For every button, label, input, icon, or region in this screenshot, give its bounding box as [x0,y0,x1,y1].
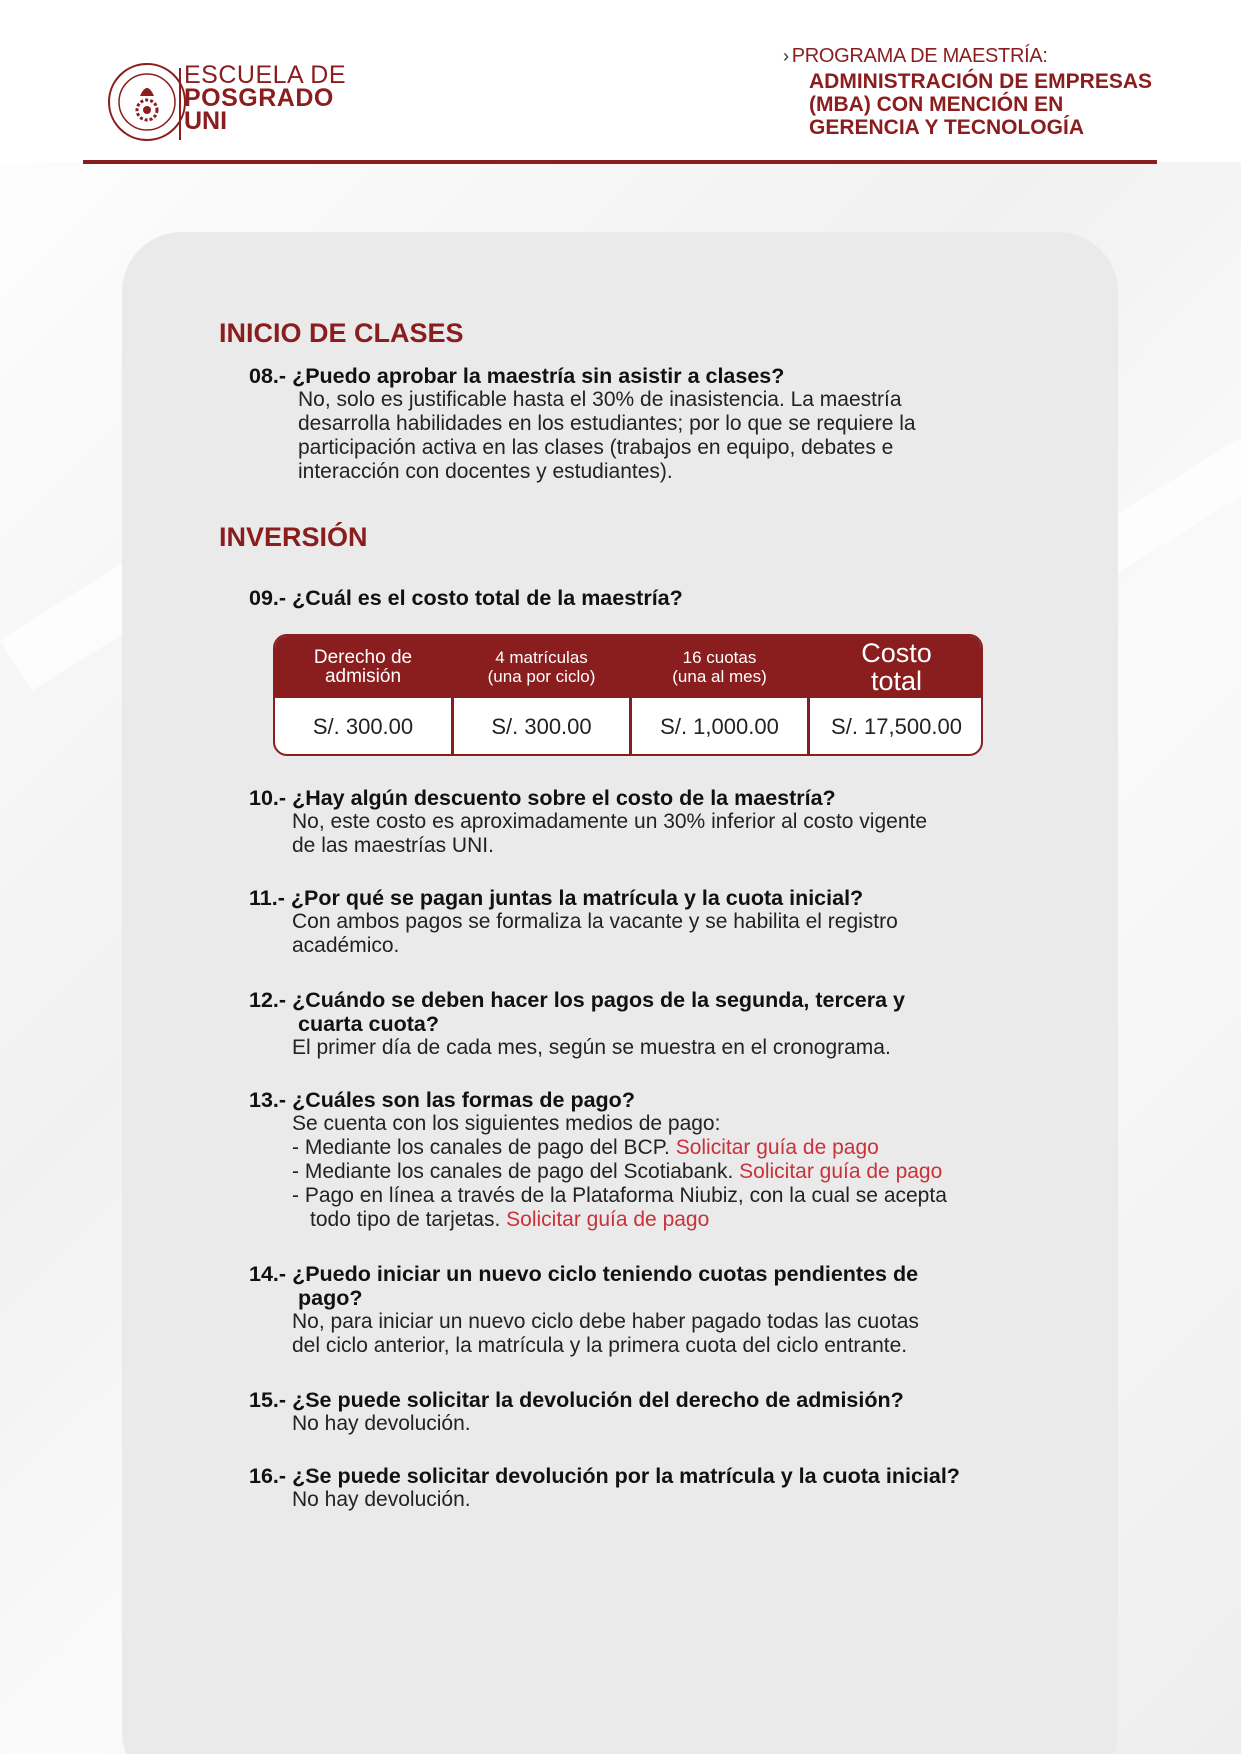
header-line: 16 cuotas [682,648,757,667]
page-header [0,0,1241,162]
answer-line: No, este costo es aproximadamente un 30% inferior al costo vigente [292,810,928,833]
header-line: total [870,666,923,696]
question-13 [249,1088,1099,1232]
table-header-cell [810,636,983,698]
question-number: 12.- [249,988,287,1012]
question-09 [249,586,1099,610]
question-label: ¿Se puede solicitar devolución por la matrícula y la cuota inicial? [292,1464,960,1488]
question-16 [249,1464,1099,1512]
question-number: 09.- [249,586,287,610]
payment-guide-link-bcp[interactable]: Solicitar guía de pago [675,1136,879,1159]
question-number: 11.- [249,886,285,910]
question-number: 15.- [249,1388,287,1412]
header-rule [83,160,1157,164]
program-title [809,70,1183,139]
cost-table [273,634,983,756]
header-line: (una por ciclo) [487,667,596,686]
answer-line: de las maestrías UNI. [292,834,494,857]
answer-text [292,1112,1099,1232]
table-header-cell [632,636,807,698]
question-label: ¿Cuál es el costo total de la maestría? [292,586,683,610]
program-info [783,45,1183,139]
table-header-cell [275,636,451,698]
question-label: ¿Por qué se pagan juntas la matrícula y la cuota inicial? [290,886,864,910]
question-label: ¿Cuándo se deben hacer los pagos de la segunda, tercera y [292,988,906,1012]
question-text [249,1088,1099,1112]
chevron-right-icon: › [783,46,789,66]
question-12 [249,988,1099,1060]
answer-text [292,1488,1099,1512]
question-15 [249,1388,1099,1436]
question-label: ¿Cuáles son las formas de pago? [292,1088,635,1112]
logo-line-3: UNI [184,107,228,135]
program-title-line: GERENCIA Y TECNOLOGÍA [809,116,1084,139]
payment-item-scotiabank [292,1160,1099,1184]
table-header-cell [454,636,629,698]
payment-item-bcp [292,1136,1099,1160]
answer-line: No, para iniciar un nuevo ciclo debe haber pagado todas las cuotas [292,1310,919,1333]
question-label-cont: cuarta cuota? [298,1012,439,1036]
question-text [249,786,1099,810]
logo-divider [179,68,181,140]
header-line: Derecho de [313,647,413,668]
table-value-cell: S/. 17,500.00 [831,714,962,739]
payment-guide-link-niubiz[interactable]: Solicitar guía de pago [506,1208,710,1231]
header-line: admisión [324,666,402,687]
question-text [249,988,1099,1012]
question-label-cont: pago? [298,1286,363,1310]
question-10 [249,786,1099,858]
question-label: ¿Se puede solicitar la devolución del derecho de admisión? [292,1388,904,1412]
answer-text [292,910,1099,958]
answer-text [292,1310,1099,1358]
table-value-cell: S/. 300.00 [312,714,414,739]
question-label: ¿Puedo aprobar la maestría sin asistir a clases? [292,364,785,388]
program-title-line: (MBA) CON MENCIÓN EN [809,93,1064,116]
answer-line: No, solo es justificable hasta el 30% de inasistencia. La maestría [298,388,902,411]
payment-item-niubiz [292,1184,1099,1208]
payment-guide-link-scotiabank[interactable]: Solicitar guía de pago [739,1160,943,1183]
section-title-inversion: INVERSIÓN [219,522,368,552]
answer-line: desarrolla habilidades en los estudiantes; por lo que se requiere la [298,412,916,435]
answer-line: académico. [292,934,400,957]
answer-line: participación activa en las clases (trabajos en equipo, debates e [298,436,894,459]
program-title-line: ADMINISTRACIÓN DE EMPRESAS [809,70,1153,93]
payment-item-text: - Pago en línea a través de la Plataforma Niubiz, con la cual se acepta [292,1184,947,1207]
question-text [249,364,1099,388]
header-line: 4 matrículas [495,648,588,667]
header-line: (una al mes) [672,667,767,686]
answer-text [298,388,1099,484]
logo-line-2: POSGRADO [184,84,334,112]
answer-line: interacción con docentes y estudiantes). [298,460,673,483]
question-14 [249,1262,1099,1358]
question-label: ¿Puedo iniciar un nuevo ciclo teniendo cuotas pendientes de [292,1262,919,1286]
answer-line: del ciclo anterior, la matrícula y la primera cuota del ciclo entrante. [292,1334,908,1357]
question-text [249,1388,1099,1412]
answer-text [292,1036,1099,1060]
question-text [249,1262,1099,1286]
answer-line: Con ambos pagos se formaliza la vacante y se habilita el registro [292,910,898,933]
section-title-inicio: INICIO DE CLASES [219,318,464,348]
school-logo-text [184,61,347,135]
payment-item-text: - Mediante los canales de pago del BCP. [292,1136,670,1159]
question-text [249,1464,1099,1488]
answer-line: El primer día de cada mes, según se muestra en el cronograma. [292,1036,891,1059]
payment-item-text: todo tipo de tarjetas. [310,1208,501,1231]
question-label: ¿Hay algún descuento sobre el costo de la maestría? [292,786,836,810]
answer-line: No hay devolución. [292,1488,471,1511]
payment-item-text: - Mediante los canales de pago del Scotiabank. [292,1160,734,1183]
logo-line-1: ESCUELA DE [184,61,347,89]
table-value-cell: S/. 1,000.00 [660,714,779,739]
question-number: 13.- [249,1088,287,1112]
university-seal-icon [107,62,187,142]
header-line: Costo [861,638,932,668]
program-label [783,45,1183,68]
answer-line: No hay devolución. [292,1412,471,1435]
program-label-text: PROGRAMA DE MAESTRÍA: [791,45,1048,67]
question-text [249,586,1099,610]
question-11 [249,886,1099,958]
answer-text [292,1412,1099,1436]
question-number: 14.- [249,1262,287,1286]
table-value-cell: S/. 300.00 [491,714,592,739]
question-number: 08.- [249,364,287,388]
question-number: 10.- [249,786,287,810]
question-text [249,886,1099,910]
answer-text [292,810,1099,858]
payment-item-niubiz-cont [310,1208,1099,1232]
question-08 [249,364,1099,484]
question-number: 16.- [249,1464,287,1488]
answer-line: Se cuenta con los siguientes medios de pago: [292,1112,721,1135]
